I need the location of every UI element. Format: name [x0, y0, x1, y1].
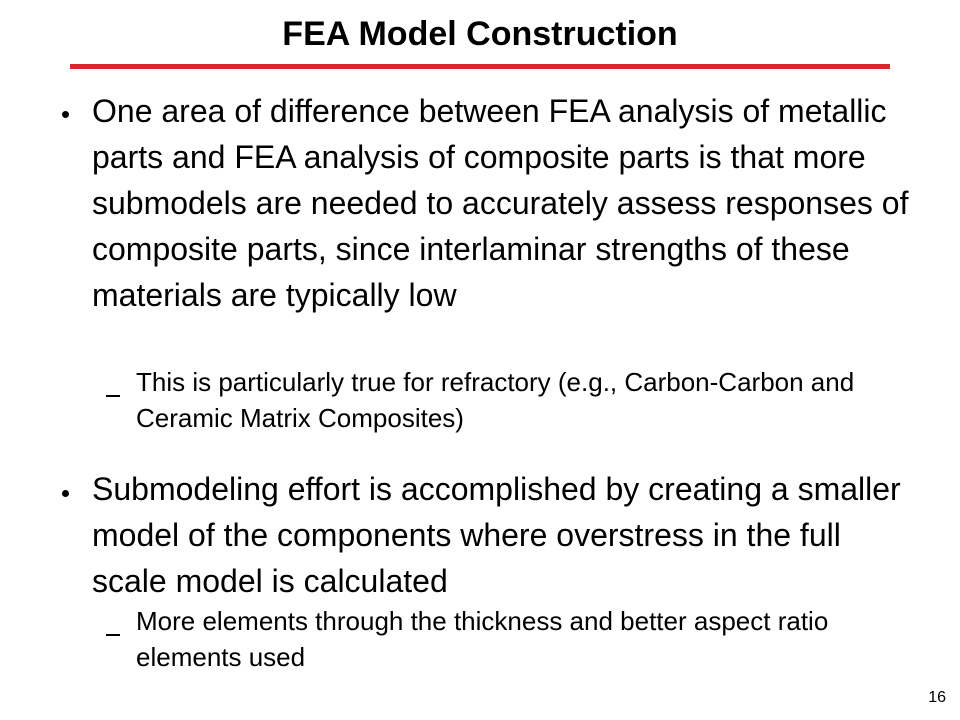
dash-icon	[106, 395, 120, 397]
page-number: 16	[928, 689, 946, 706]
sub-bullet-text-2: More elements through the thickness and better aspect ratio elements used	[136, 606, 829, 672]
title-divider	[70, 64, 890, 69]
slide-title: FEA Model Construction	[282, 15, 678, 53]
bullet-icon	[62, 490, 69, 497]
bullet-text-2: Submodeling effort is accomplished by creating a smaller model of the components where overstress in the full scale model is calculated	[92, 471, 901, 599]
bullet-text-1: One area of difference between FEA analysis of metallic parts and FEA analysis of composite parts is that more submodels are needed to accurately assess responses of composite parts, since interlaminar strengths of these materials are typically low	[92, 93, 909, 313]
sub-bullet-text-1: This is particularly true for refractory (e.g., Carbon-Carbon and Ceramic Matrix Composites)	[136, 367, 855, 433]
bullet-icon	[62, 111, 69, 118]
dash-icon	[106, 634, 120, 636]
